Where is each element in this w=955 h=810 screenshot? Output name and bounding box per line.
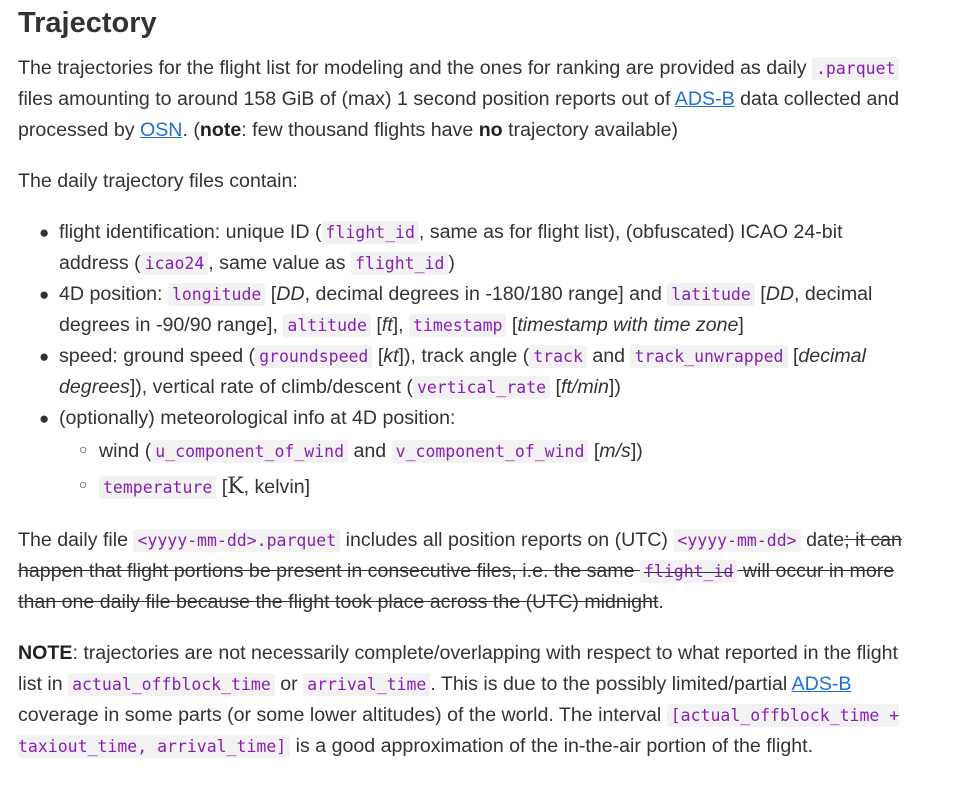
inline-code: <yyyy-mm-dd> [673,529,800,552]
section-heading: Trajectory [18,7,157,39]
inline-code: <yyyy-mm-dd>.parquet [133,529,340,552]
text: trajectory available) [508,119,678,141]
inline-code: actual_offblock_time [68,673,275,696]
italic-text: ft [381,314,393,336]
text: and [353,440,387,462]
inline-code: groundspeed [255,345,372,368]
inline-code: flight_id [351,252,448,275]
inline-code: temperature [99,476,216,499]
list-item [79,434,899,469]
list-item [39,341,914,403]
text: wind ( [99,440,152,462]
adsb-link[interactable]: ADS-B [791,673,852,695]
text: ], [392,314,404,336]
text: includes all position reports on (UTC) [345,529,668,551]
text: , decimal degrees in -90/90 range], [59,283,873,336]
text: , same as for flight list), (obfuscated) ICAO 24-bit address ( [59,221,843,274]
list-item [39,217,914,279]
italic-text: kt [383,345,399,367]
contents-list [18,217,918,505]
text: 4D position: [59,283,163,305]
paragraph-daily-file [18,525,913,618]
inline-code: track_unwrapped [630,345,787,368]
italic-text: decimal degrees [59,345,866,398]
text: : trajectories are not necessarily complete/overlapping with respect to what reported in the flight list in [18,642,898,695]
inline-code: .parquet [812,57,899,80]
text: [ [376,314,382,336]
text: , same value as [208,252,346,274]
text: ] [738,314,744,336]
bold-text: NOTE [18,642,73,664]
inline-code: u_component_of_wind [151,440,348,463]
inline-code: longitude [168,283,265,306]
bullet-icon: ● [39,223,50,242]
text: [ [792,345,799,367]
text: [ [760,283,766,305]
inline-code: latitude [667,283,754,306]
paragraph-intro [18,53,913,146]
text: ; it can happen that flight portions be present in consecutive files, i.e. the same [18,529,902,582]
text: The daily file [18,529,128,551]
math-symbol: K [227,474,244,499]
text: , decimal degrees in -180/180 range] and [304,283,662,305]
text: ]) [630,440,643,462]
italic-text: m/s [599,440,631,462]
inline-code: flight_id [322,221,419,244]
text: and [592,345,626,367]
text: [ [377,345,384,367]
text: , kelvin] [243,476,311,498]
text: flight identification: unique ID ( [59,221,322,243]
inline-code: altitude [283,314,370,337]
text: [ [593,440,600,462]
text: [ [555,376,561,398]
bullet-icon: ● [39,347,50,366]
text: or [280,673,298,695]
italic-text: DD [765,283,794,305]
inline-code: icao24 [141,252,209,275]
text: coverage in some parts (or some lower altitudes) of the world. The interval [18,704,662,726]
italic-text: DD [276,283,305,305]
text: data collected and processed by [18,88,900,141]
osn-link[interactable]: OSN [140,119,183,141]
inline-code: [actual_offblock_time + taxiout_time, arrival_time] [18,706,900,756]
bullet-icon: ● [39,285,50,304]
bold-text: note [199,119,242,141]
paragraph-note [18,638,918,762]
inline-code: timestamp [409,314,506,337]
text: . ( [182,119,200,141]
inline-code: v_component_of_wind [392,440,589,463]
text: will occur in more than one daily file because the flight took place across the (UTC) midnight [18,560,895,613]
italic-text: timestamp with time zone [517,314,739,336]
hollow-bullet-icon: ○ [79,476,88,492]
inline-code: track [529,345,587,368]
text: files amounting to around 158 GiB of (max) 1 second position reports out of [18,88,671,110]
text: . This is due to the possibly limited/partial [430,673,788,695]
text: . [658,591,664,613]
text: [ [270,283,277,305]
text: [ [221,476,228,498]
list-item [39,403,914,505]
text: date [806,529,845,551]
inline-code: vertical_rate [413,376,550,399]
inline-code: arrival_time [303,673,430,696]
text: speed: ground speed ( [59,345,256,367]
text: ]) [608,376,621,398]
list-item [39,279,914,341]
bullet-icon: ● [39,409,50,428]
text: : few thousand flights have [241,119,474,141]
text: [ [511,314,518,336]
inline-code: flight_id [640,560,737,583]
hollow-bullet-icon: ○ [79,441,88,457]
text: (optionally) meteorological info at 4D position: [59,407,456,429]
sub-list [59,434,914,505]
bold-text: no [478,119,503,141]
adsb-link[interactable]: ADS-B [674,88,735,110]
text: The trajectories for the flight list for modeling and the ones for ranking are provided as daily [18,57,807,79]
text: is a good approximation of the in-the-air portion of the flight. [295,735,814,757]
paragraph-contents: The daily trajectory files contain: [18,170,298,192]
list-item [79,469,899,505]
text: ) [448,252,455,274]
italic-text: ft/min [560,376,609,398]
text: ]), track angle ( [398,345,530,367]
text: ]), vertical rate of climb/descent ( [129,376,413,398]
